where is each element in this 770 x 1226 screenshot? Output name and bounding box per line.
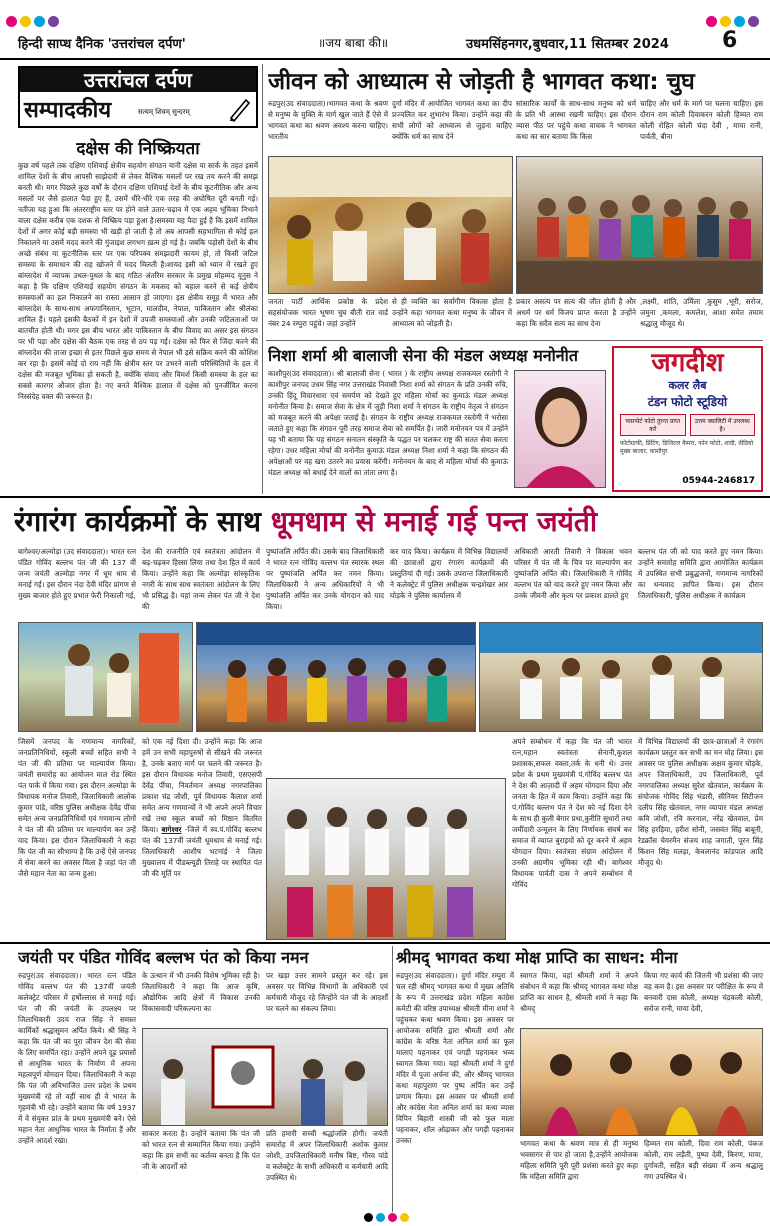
jayanti-headline: जयंती पर पंडित गोविंद बल्लभ पंत को किया नमन — [18, 948, 309, 967]
moksha-col3b: हिम्मत राम कोली, दिवा राम कोली, पंकज कोली, राम लड़ैती, पुष्पा देवी, किरण, माया, दुर्गावती, सहित बड़ी संख्या में अन्य श्रद्धालु गण उपस्थित थे। — [644, 1139, 763, 1181]
advert-phone: 05944-246817 — [682, 476, 755, 486]
advert-services: फोटोग्राफी, प्रिंटिंग, डिजिटल कैमरा, फोन फोटो, शादी, वीडियो — [620, 440, 754, 447]
editorial-tagline: सत्यम् शिवम् सुन्दरम् — [138, 108, 190, 116]
jayanti-col2b: साकार करता है। उन्होंने बताया कि पंत जी को भारत रत्न से सम्मानित किया गया। उन्होंने कहा कि हम सभी का कर्तव्य बनता है कि पंत जी के आदर्शों को — [142, 1129, 260, 1171]
pant-headline — [14, 502, 764, 540]
bhagwat-bottom4: ,लक्ष्मी, शांति, उर्मिला ,कुसुम ,भूरी, सरोज, जमुना ,कमला, कमलेश, आशा समेत तमाम श्रद्धालु मौजूद थे। — [640, 297, 763, 328]
advert-subtitle: कलर लैब — [668, 379, 707, 392]
moksha-col3: किया गए कार्य की जितनी भी प्रशंसा की जाए वह कम है। इस अवसर पर परीक्षित के रूप में बनवारी दास कोली, अध्यक्ष चंद्रकली कोली, सरोज रानी, माया देवी, — [644, 971, 763, 1013]
color-dot — [20, 16, 31, 27]
color-dot — [364, 1213, 373, 1222]
color-dot — [400, 1213, 409, 1222]
pant-col3: पुष्पांजलि अर्पित की। उसके बाद जिलाधिकारी ने भारत रत्न गोविंद वल्लभ पंत स्मारक स्थल पर पुष्पांजलि अर्पित कर नमन किया। जिलाधिकारी ने अन्य अधिकारियों ने भी पुष्पांजलि अर्पित कर उनके योगदान को याद किया। — [266, 547, 384, 611]
color-dot — [388, 1213, 397, 1222]
section-rule-thick — [0, 496, 770, 498]
color-dot — [720, 16, 731, 27]
jayanti-col1: रुद्रपुर(उद संवाददाता)। भारत रत्न पंडित गोविंद वल्लभ पंत की 137वीं जयंती कलेक्ट्रेट परिसर में हर्षोल्लास से मनाई गई। पंत जी की जयंती के उपलक्ष्य पर जिलाधिकारी उदय राज सिंह ने समस्त कार्मिकों श्रद्धासुमन अर्पित किये। श्री सिंह ने कहा कि पंत जी का पूरा जीवन देश की सेवा के लिए समर्पित रहा। उन्होंने अपने दूढ़ प्रयासों से आधुनिक भारत के निर्माण में अपना महत्वपूर्ण योगदान दिया। जिलाधिकारी ने कहा कि पंत जी अविभाजित उत्तर प्रदेश के प्रथम मुख्यमंत्री रहे तो वहीं साथ ही वे भारत के गृहमंत्री भी रहे। उन्होंने बताया कि वर्ष 1937 में वे संयुक्त प्रांत के प्रथम मुख्यमंत्री बने। ऐसे महान नेता आधुनिक भारत के निर्माता हैं और उन्होंने आदर्श रखा। — [18, 971, 136, 1145]
color-dot — [706, 16, 717, 27]
editorial-headline: दक्षेस की निष्क्रियता — [76, 139, 200, 159]
jayanti-photo — [142, 1028, 388, 1126]
masthead-rule — [0, 58, 770, 60]
editorial-box — [18, 66, 258, 128]
editorial-paper-logo: उत्तरांचल दर्पण — [20, 68, 256, 92]
nisha-body: काशीपुर(उद संवाददाता)। श्री बालाजी सेना ( भारत ) के राष्ट्रीय अध्यक्ष राजकमल रस्तोगी ने काशीपुर जनपद उधम सिंह नगर उत्तराखंड निवासी निशा शर्मा को संगठन के प्रति उनकी रुचि, उनकी हिंदू विचारधारा एवं समर्पण को देखते हुए महिला मोर्चा का कुमाऊं मंडल अध्यक्ष मनोनीत किया है। समाज सेवा के क्षेत्र में जुड़ी निशा शर्मा ने संगठन के राष्ट्रीय नेतृत्व ने संगठन को मजबूत करने की अपेक्षा जताई है। संगठन के राष्ट्रीय अध्यक्ष राजकमल रस्तोगी ने भरोसा जताते हुए कहा कि संगठन पूरी तरह समाज सेवा को समर्पित है। जारी मनोनयन पत्र में उन्होंने यह भी बताया कि यह संगठन सनातन संस्कृति के पद्धत पर चलकर राष्ट्र की सतत सेवा करता रहेगा। उधर महिला मोर्चा की मनोनीत कुमाऊं मंडल अध्यक्ष निशा शर्मा ने कहा कि संगठन की अपेक्षाओं पर वह खरा उतरने का प्रयास करेंगी। मनोनयन के बाद से महिला मोर्चा की कुमाऊं मंडल अध्यक्ष को बधाई देने वालों का तांता लगा है। — [268, 369, 508, 477]
masthead-dots-right — [706, 16, 759, 27]
pant-lower4: में विभिन्न विद्यालयों की छात्र-छात्राओं ने रंगारंग कार्यक्रम प्रस्तुत कर सभी का मन मोह लिया। इस अवसर पर पुलिस अधीक्षक अक्षय कुमार घोड़के, अपर जिलाधिकारी, उप जिलाधिकारी, पूर्व नगरपालिका अध्यक्ष सुरेश खेतवाल, कार्यक्रम के संयोजक गोविंद सिंह भंडारी, सीनियर सिटीजन दलीप सिंह खेतवाल, नगर व्यापार मंडल अध्यक्ष कवि जोशी, रवि करनाल, नरेंद्र खेतवाल, प्रेम सिंह हरड़िया, हरीश सोनी, जसवंत सिंह बाबूनी, रेडक्रॉस चेयरमैन संजय शाह जगाती, पूरन सिंह किशन सिंह मलड़ा, केवलानंद कांडपाल आदि मौजूद थे। — [638, 737, 763, 867]
color-dot — [6, 16, 17, 27]
bhagwat-bottom1: जनता पार्टी आर्थिक प्रकोष्ठ के प्रदेश सहसंयोजक भारत भूषण चुघ बीती रात वार्ड नंबर 24 रम्पुरा पहुंचे। जहां उन्होंने — [268, 297, 388, 328]
advert-address: मुख्य बाजार, काशीपुर — [620, 448, 668, 455]
bhagwat-photo-right — [516, 156, 763, 294]
paper-name: हिन्दी साप्ध दैनिक 'उत्तरांचल दर्पण' — [18, 37, 186, 52]
color-dot — [734, 16, 745, 27]
moksha-col2: स्वागत किया, वहां श्रीमती शर्मा ने अपने संबोधन में कहा कि श्रीमद् भागवत कथा मोक्ष प्राप्ति का साधन है, श्रीमती शर्मा ने कहा कि श्रीमद् — [520, 971, 638, 1013]
pant-photo-1 — [18, 622, 193, 732]
jayanti-col3: पर खड़ा उत्तर सामने प्रस्तुत कर रहे। इस अवसर पर विभिन्न विभागों के अधिकारी एवं कर्मचारी मौजूद रहे जिन्होंने पंत जी के आदर्शों पर चलने का संकल्प लिया। — [266, 971, 388, 1013]
moksha-col2b: भागवत कथा के श्रवण मात्र से ही मनुष्य भवसागर से पार हो जाता है,उन्होंने आयोजक महिला समिति पूरी पूरी प्रशंसा करते हुए कहा कि महिला समिति द्वारा — [520, 1139, 638, 1181]
bhagwat-bottom2: से ही व्यक्ति का सर्वांगीण विकास होता है उन्होंने कहा भागवत कथा मनुष्य के जीवन में आध्यात्म को जोड़ती है। — [392, 297, 512, 328]
advert-box-passport: पासपोर्ट फोटो तुरन्त प्राप्त करें — [620, 414, 686, 436]
pant-headline-part1: रंगारंग कार्यक्रमों के साथ — [14, 505, 262, 538]
pant-col6: बल्लभ पंत जी को याद करते हुए नमन किया। उन्होंने समारोह समिति द्वारा आयोजित कार्यक्रम में उपस्थित सभी प्रबुद्धजनों, गणमान्य नागरिकों का धन्यवाद ज्ञापित किया। इस दौरान जिलाधिकारी, पुलिस अधीक्षक ने कार्यक्रम — [638, 547, 763, 600]
dateline: उधमसिंहनगर,बुधवार,11 सितम्बर 2024 — [466, 37, 669, 52]
pant-photo-4 — [266, 778, 506, 940]
pant-col5: अधिकारी आरती तिवारी ने विकास भवन परिसर में पंत जी के चित्र पर माल्यार्पण कर पुष्पांजलि अर्पित की। जिलाधिकारी ने गोविंद वल्लभ पंत को याद करते हुए नमन किया और उनके जीवनी और कृत्य पर प्रकाश डालते हुए — [514, 547, 632, 600]
color-dot — [748, 16, 759, 27]
editorial-label: सम्पादकीय — [24, 98, 112, 123]
page-number: 6 — [722, 28, 738, 53]
bhagwat-headline: जीवन को आध्यात्म से जोड़ती है भागवत कथा: चुघ — [268, 69, 695, 95]
jayanti-col2: के उत्थान में भी उनकी विशेष भूमिका रही है। जिलाधिकारी ने कहा कि आज कृषि, औद्योगिक आदि क्षेत्रों में विकास उनकी विकासवादी परिकल्पना का — [142, 971, 260, 1013]
pant-lower2: को एक नई दिशा दी। उन्होंने कहा कि आज हमें उन सभी महापुरुषों से सीखने की जरूरत है, उनके बताए मार्ग पर चलने की जरूरत है। इस दौरान विधायक मनोज तिवारी, एसएसपी देवेंद्र पींचा, निवर्तमान अध्यक्ष नगरपालिका प्रकाश चंद्र जोशी, पूर्व विधायक कैलाश शर्मा समेत अन्य गणमान्यों ने भी अपने अपने विचार रखें तथा स्कूल बच्चों को मिष्ठान वितरित किया। — [142, 737, 262, 834]
section-rule-thick — [0, 942, 770, 944]
pant-lower1: जिसमें जनपद के गणमान्य नागरिकों, जनप्रतिनिधियों, स्कूली बच्चों सहित सभी ने पंत जी की प्रतिमा पर माल्यार्पण किया। जयंती समारोह का आयोजन माल रोड स्थित पंत पार्क में किया गया। इस दौरान अल्मोड़ा के विधायक मनोज तिवारी, जिलाधिकारी आलोक कुमार पांडे, वरिष्ठ पुलिस अधीक्षक देवेंद्र पींचा समेत अन्य जनप्रतिनिधियों एवं गणमान्य लोगों ने पंत जी की प्रतिमा पर माल्यार्पण कर उन्हें याद किया। इस दौरान जिलाधिकारी ने कहा कि पंत जी का सौभाग्य है कि उन्हें ऐसे जनपद में सेवा करने का अवसर मिला है जहां पंत जी जैसे महान नेता का जन्म हुआ। — [18, 737, 136, 878]
advert-studio: टंडन फोटो स्टूडियो — [647, 395, 728, 409]
bhagwat-col2: दुर्गा मंदिर में आयोजित भागवत कथा का दीप प्रज्वलित कर शुभारंभ किया। उन्होंने कहा की सभी लोगों को आध्यात्म से जुड़ना चाहिए क्योंकि धर्म का साथ देने — [392, 99, 512, 141]
pant-col2: देश की राजनीति एवं स्वतंत्रता आंदोलन में बढ़-चढ़कर हिस्सा लिया तथा देश हित में कार्य किया। उन्होंने कहा कि अल्मोड़ा सांस्कृतिक नगरी के साथ साथ स्वतंत्रता आंदोलन के लिए भी प्रसिद्ध है। यहां जन्म लेकर पंत जी ने देश की — [142, 547, 260, 611]
pant-photo-3 — [479, 622, 763, 732]
pant-headline-part2: धूमधाम से मनाई गई पन्त जयंती — [270, 505, 598, 538]
nisha-portrait — [514, 370, 606, 488]
moksha-headline: श्रीमद् भागवत कथा मोक्ष प्राप्ति का साधन: मीना — [396, 948, 678, 967]
bhagwat-bottom3: प्रकार असत्य पर सत्य की जीत होती है और अधर्म पर धर्म विजय प्राप्त करता है उन्होंने कहा कि सदैव सत्य का साथ देना — [516, 297, 636, 328]
pant-lower2-block — [142, 736, 262, 940]
moksha-col1: रुद्रपुर(उद संवाददाता)। दुर्गा मंदिर रम्पुरा में चल रही श्रीमद् भागवत कथा में मुख्य अतिथि के रूप में उत्तराखंड प्रदेश महिला कांग्रेस कमेटी की वरिष्ठ उपाध्यक्ष श्रीमती मीना शर्मा ने पहुंचकर कथा श्रवण किया। इस अवसर पर आयोजक समिति द्वारा श्रीमती शर्मा और कांग्रेस के वरिष्ठ नेता अनिल शर्मा का फूल मालाएं पहनाकर एवं पगड़ी पहनाकर भव्य स्वागत किया गया। वहां श्रीमती शर्मा ने दुर्गा मंदिर में पूजा अर्चना की, और श्रीमद् भागवत कथा महापुराण पर पुष्प अर्पित कर उन्हें प्रणाम किया। इस अवसर पर श्रीमती शर्मा और कांग्रेस नेता अनिल शर्मा का कथा व्यास विपिन बिहारी शास्त्री जी को फूल माला पहनाकर, शॉल ओढ़ाकर और पगड़ी पहनाकर उनका — [396, 971, 514, 1145]
bhagwat-col4: चाहिए और धर्म के मार्ग पर चलना चाहिए। इस दौरान राम कोली दिवाकरन कोली हिम्मत राम कोली रोहित कोली चंदा देवी , माया रानी, पार्वती, बीना — [640, 99, 763, 141]
bhagwat-col1: रुद्रपुर(उद संवाददाता)।भागवत कथा के श्रवण से मनुष्य के मुक्ति के मार्ग खुल जाते हैं ऐसे में भागवत कथा का श्रवण अवश्य करना चाहिए। भारतीय — [268, 99, 388, 141]
pen-icon — [228, 96, 252, 122]
bhagwat-col3: सांसारिक कार्यों के साथ-साथ मनुष्य को धर्म के प्रति भी आस्था रखनी चाहिए। इस दौरान व्यास पीठ पर पहुंचे कथा वाचक ने भागवत कथा का सार बताया कि किस — [516, 99, 636, 141]
pant-lower2-rest: -जिले में स्व.पं.गोविंद बल्लभ पंत की 137वीं जयंती धूमधाम से मनाई गई। जिलाधिकारी आशीष भटगांई ने जिला मुख्यालय में पीडब्ल्यूडी तिराहे पर स्थापित पंत जी की मूर्ति पर — [142, 825, 262, 878]
pant-col1: बागेश्वर/अल्मोड़ा (उद संवाददाता)। भारत रत्न पंडित गोविंद बल्लभ पंत जी की 137 वीं जन्म जयंती अल्मोड़ा नगर में धूम धाम से मनाई गई। इस दौरान नंदा देवी मंदिर प्रांगण से मुख्य बाजार होते हुए प्रभात फेरी निकाली गई, — [18, 547, 136, 600]
footer-dots — [364, 1213, 409, 1222]
nisha-headline: निशा शर्मा श्री बालाजी सेना की मंडल अध्यक्ष मनोनीत — [268, 346, 578, 365]
motto: ॥जय बाबा की॥ — [318, 36, 389, 50]
editorial-body: कुछ वर्ष पहले तक दक्षिण एशियाई क्षेत्रीय सहयोग संगठन यानी दक्षेस या सार्क के तहत इसमें शामिल देशों के बीच आपसी साझेदारी से लेकर वैश्विक मसलों पर रख तय करने की समझ बनती थी। मगर पिछले कुछ वर्षों के दौरान दक्षिण एशियाई देशों के बीच कूटनीतिक और अन्य मसलों पर जैसे हालात पैदा हुए हैं, उसमें धीरे-धीरे एक तरह की अघोषित दूरी बनती गई। नतीजा यह हुआ कि अंतरराष्ट्रीय स्तर पर होने वाले उतार-चढ़ाव में एक अहम भूमिका निभाने वाला दक्षेस करीब एक दशक से निष्क्रिय पड़ा हुआ है।समस्या यह पैदा हुई है कि इसमें शामिल देशों में अगर कोई बड़ी समस्या भी खड़ी हो जाती है तो अब आपसी सहभागिता से कोई हल निकालने या उसमें मदद करने की गुंजाइश लगभग ख़त्म हो गई है। जबकि पड़ोसी देशों के बीच अच्छे संबंध या कूटनीतिक स्तर पर एक परिपक्व समझदारी कायम हो, तो किसी जटिल समस्या के समाधान की राह खोजने में मदद मिलती है।शायद इसी को ध्यान में रखते हुए बांग्लादेश में व्यापक उथल-पुथल के बाद गठित अंतरिम सरकार के प्रमुख मोहम्मद यूनुस ने कहा है कि दक्षिण एशियाई सहयोग संगठन के मकसद को बहाल करने से कई क्षेत्रीय समस्याओं का हल निकालने का रास्ता आसान हो जाएगा। इस क्षेत्रीय समूह में भारत और बांग्लादेश के साथ-साथ अफगानिस्तान, भूटान, मालदीव, नेपाल, पाकिस्तान और श्रीलंका शामिल हैं। पहले इसकी बैठकों में इन देशों में उपजी समस्याओं और उनकी जटिलताओं पर बातचीत होती थी। मगर इस बीच भारत और पाकिस्तान के बीच विवाद का असर इस संगठन पर भी पड़ा और दक्षेस की बैठक एक तरह से ठप पड़ गई। दक्षेस को फिर से जिंदा करने की बांग्लादेश की ताजा इच्छा से इतर पिछले कुछ समय से नेपाल भी इसे सक्रिय करने की कोशिश कर रहा है। इसमें कोई दो राय नहीं कि क्षेत्रीय स्तर पर उभरने वाली परिस्थितियों के हल में दक्षेस की मजबूत भूमिका हो सकती है, क्योंकि संवाद और विमर्श किसी समस्या के हल का सबसे कारगर औजार होता है। नए बनते वैश्विक हालात में दक्षेस को पुनर्जीवित करना निस्संदेह वक्त की जरूरत है। — [18, 161, 258, 401]
column-divider — [392, 946, 393, 1212]
pant-lower2-place: बागेश्वर — [161, 825, 182, 834]
bhagwat-photo-left — [268, 156, 513, 294]
masthead-dots-left — [6, 16, 59, 27]
advert-box-quality: उत्तम क्वालिटी में उपलब्ध है। — [690, 414, 756, 436]
pant-col4: कर याद किया। कार्यक्रम में विभिन्न विद्यालयों की छात्राओं द्वारा रंगारंग कार्यक्रमों की प्रस्तुतियां दी गई। उसके उपरान्त जिलाधिकारी ने कलेक्ट्रेट में पुलिस अधीक्षक चन्द्रशेखर आर घोड़के ने पुलिस कार्यालय में — [390, 547, 508, 600]
color-dot — [376, 1213, 385, 1222]
section-rule — [266, 340, 763, 341]
moksha-photo — [520, 1028, 763, 1136]
jagdish-advert[interactable] — [612, 346, 763, 492]
jayanti-col3b: प्रति हमारी सच्ची श्रद्धांजलि होगी। जयंती समारोह में अपर जिलाधिकारी अशोक कुमार जोशी, उपजिलाधिकारी मनीष बिष्ट, गौरव पांडे व कलेक्ट्रेट के सभी अधिकारी व कर्मचारी आदि उपस्थित थे। — [266, 1129, 388, 1182]
pant-lower3: अपने सम्बोधन में कहा कि पंत जी भारत रत्न,महान स्वतंत्रता सेनानी,कुशल प्रशासक,सफल वक्ता,तर्क के धनी थे। उत्तर प्रदेश के प्रथम मुख्यमंत्री पं.गोविंद बल्लभ पंत ने देश की आज़ादी में अहम योगदान दिया और जनता के हित में काम किया। उन्होंने कहा कि पं.गोविंद बल्लभ पंत ने देश को नई दिशा देने के साथ ही कुली बेगार प्रथा,कुरीति सुधारों तथा जमींदारी उन्मूलन के लिए निर्णायक संघर्ष कर समाज में व्याप्त बुराइयों को दूर करने में अहम योगदान दिया। स्वतंत्रता संग्राम आंदोलन में उनकी अग्रणीय भूमिका रही थी। बागेश्वर विधायक पार्वती दास ने अपने सम्बोधन में गोविंद — [512, 737, 632, 889]
advert-title: जगदीश — [651, 348, 724, 378]
pant-photo-2 — [196, 622, 476, 732]
color-dot — [34, 16, 45, 27]
color-dot — [48, 16, 59, 27]
column-divider — [262, 64, 263, 494]
